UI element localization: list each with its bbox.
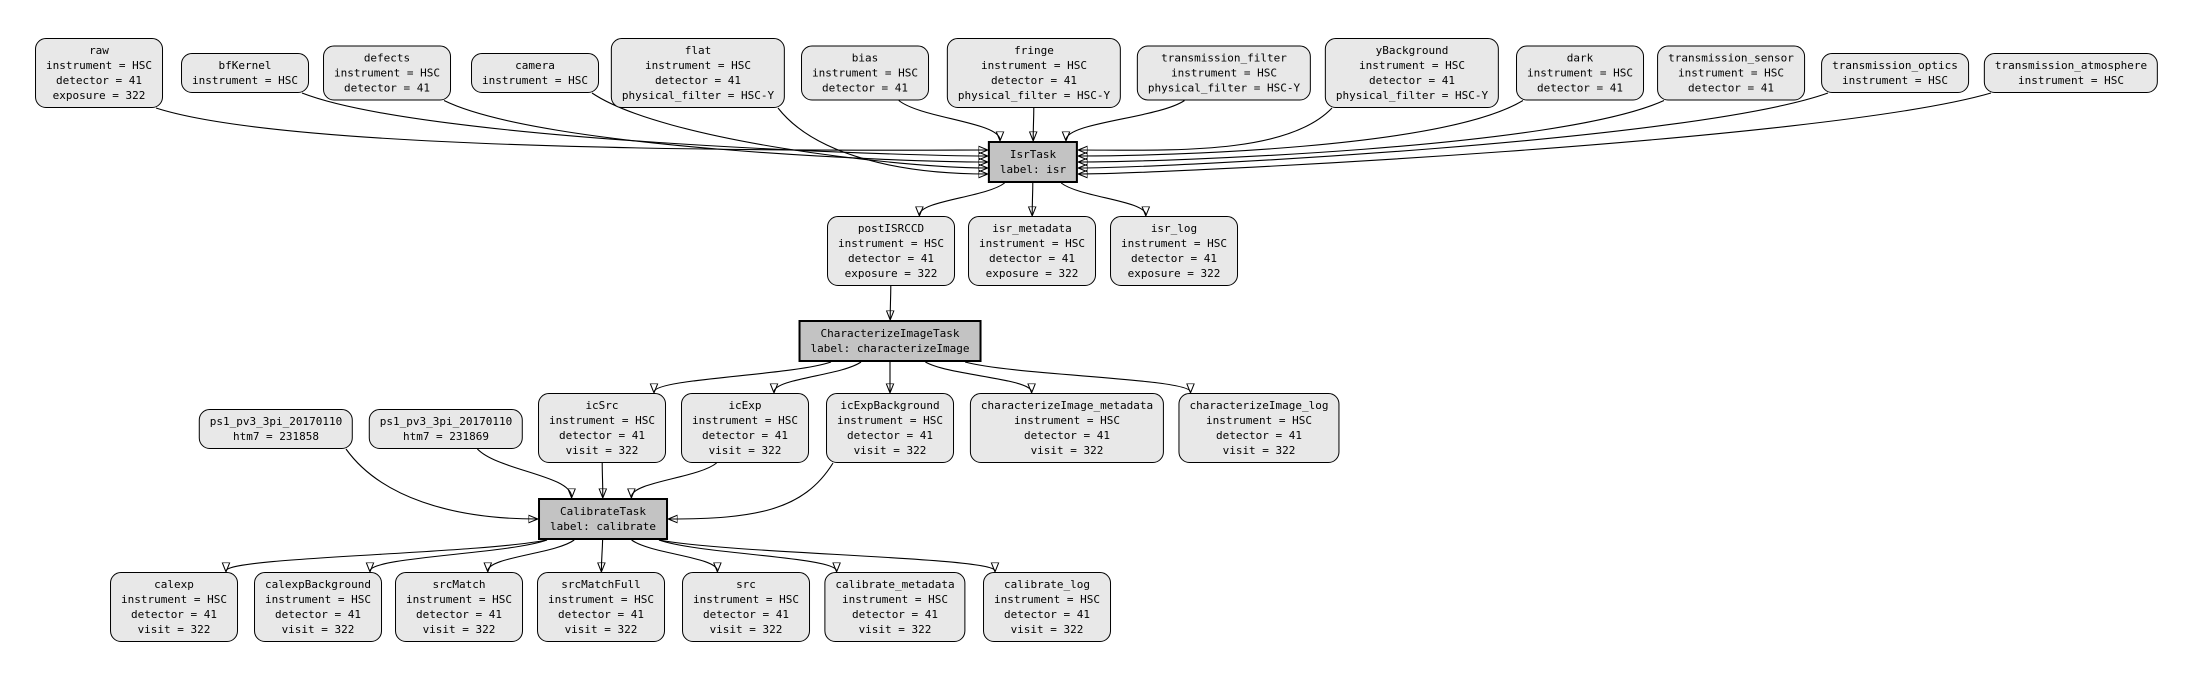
task-node-calibrate <box>538 498 668 540</box>
node-label: calexpBackground <box>265 578 371 591</box>
dataset-node-calexp <box>110 572 238 642</box>
node-label: CharacterizeImageTask <box>820 327 960 340</box>
node-attr: detector = 41 <box>701 429 789 442</box>
node-attr: detector = 41 <box>988 252 1076 265</box>
dataset-node-calibrate_metadata <box>824 572 965 642</box>
node-attr: visit = 322 <box>1010 623 1084 636</box>
node-attr: detector = 41 <box>1003 608 1091 621</box>
node-attr: physical_filter = HSC-Y <box>1335 89 1489 102</box>
node-attr: instrument = HSC <box>838 237 944 250</box>
edge-transmission_atmosphere-isr <box>1079 93 1991 174</box>
edge-raw-isr <box>156 108 987 150</box>
node-attr: detector = 41 <box>415 608 503 621</box>
node-attr: detector = 41 <box>343 81 431 95</box>
dataset-node-transmission_filter <box>1137 46 1311 101</box>
node-label: icSrc <box>585 399 619 412</box>
node-attr: instrument = HSC <box>842 593 948 606</box>
node-attr: instrument = HSC <box>1206 414 1312 427</box>
node-attr: label: characterizeImage <box>810 342 970 355</box>
node-attr: instrument = HSC <box>1678 66 1784 80</box>
node-label: raw <box>89 44 109 57</box>
node-attr: detector = 41 <box>1536 81 1624 95</box>
node-label: bfKernel <box>218 59 272 72</box>
node-attr: physical_filter = HSC-Y <box>1147 81 1301 95</box>
dataset-node-icExp <box>681 393 809 463</box>
node-attr: detector = 41 <box>1215 429 1303 442</box>
node-attr: visit = 322 <box>281 623 355 636</box>
node-label: isr_log <box>1150 222 1198 235</box>
edge-characterizeImage-characterizeImage_metadata <box>925 362 1031 392</box>
node-attr: instrument = HSC <box>812 66 918 80</box>
node-attr: visit = 322 <box>858 623 932 636</box>
node-label: IsrTask <box>1009 148 1057 161</box>
node-attr: detector = 41 <box>557 608 645 621</box>
edge-calibrate-calibrate_log <box>659 540 995 571</box>
node-label: bias <box>851 51 879 65</box>
node-label: postISRCCD <box>857 222 925 235</box>
dataset-node-transmission_optics <box>1821 53 1969 93</box>
edge-isr-isr_metadata <box>1032 183 1033 215</box>
task-node-characterizeImage <box>799 320 982 362</box>
dataset-node-isr_metadata <box>968 216 1096 286</box>
node-attr: visit = 322 <box>422 623 496 636</box>
edge-icSrc-calibrate <box>602 463 603 497</box>
node-attr: instrument = HSC <box>46 59 152 72</box>
node-attr: detector = 41 <box>130 608 218 621</box>
node-label: yBackground <box>1375 44 1449 57</box>
dataset-node-transmission_sensor <box>1657 46 1805 101</box>
node-attr: instrument = HSC <box>1842 74 1948 87</box>
node-attr: instrument = HSC <box>2018 74 2124 87</box>
edge-icExp-calibrate <box>631 463 716 497</box>
dataset-node-calibrate_log <box>983 572 1111 642</box>
node-attr: htm7 = 231869 <box>402 430 490 443</box>
node-attr: instrument = HSC <box>1527 66 1633 80</box>
node-label: transmission_optics <box>1832 59 1958 72</box>
node-attr: detector = 41 <box>851 608 939 621</box>
node-attr: detector = 41 <box>990 74 1078 87</box>
node-attr: instrument = HSC <box>121 593 227 606</box>
dataset-node-dark <box>1516 46 1644 101</box>
node-label: characterizeImage_metadata <box>980 399 1154 412</box>
node-attr: instrument = HSC <box>979 237 1085 250</box>
edge-calibrate-calibrate_metadata <box>659 540 837 571</box>
node-attr: detector = 41 <box>847 252 935 265</box>
dataset-node-characterizeImage_log <box>1178 393 1339 463</box>
node-attr: visit = 322 <box>1030 444 1104 457</box>
node-label: defects <box>363 51 411 65</box>
dataset-node-characterizeImage_metadata <box>970 393 1164 463</box>
node-attr: visit = 322 <box>1222 444 1296 457</box>
node-attr: detector = 41 <box>1368 74 1456 87</box>
edge-calibrate-calexp <box>226 540 547 571</box>
dataset-node-transmission_atmosphere <box>1984 53 2158 93</box>
edge-characterizeImage-characterizeImage_log <box>965 362 1190 392</box>
edge-flat-isr <box>778 108 987 174</box>
edge-fringe-isr <box>1033 108 1034 140</box>
edge-icExpBackground-calibrate <box>669 463 833 519</box>
node-attr: instrument = HSC <box>837 414 943 427</box>
edge-characterizeImage-icExp <box>774 362 861 392</box>
edge-characterizeImage-icSrc <box>654 362 831 392</box>
edge-ps1_231858-calibrate <box>346 449 537 519</box>
node-label: characterizeImage_log <box>1189 399 1329 412</box>
node-label: calexp <box>154 578 194 591</box>
node-attr: instrument = HSC <box>692 414 798 427</box>
node-attr: detector = 41 <box>1023 429 1111 442</box>
node-attr: detector = 41 <box>702 608 790 621</box>
node-label: srcMatch <box>432 578 486 591</box>
node-attr: detector = 41 <box>654 74 742 87</box>
node-attr: exposure = 322 <box>985 267 1079 280</box>
node-attr: instrument = HSC <box>1171 66 1277 80</box>
node-attr: exposure = 322 <box>1127 267 1221 280</box>
node-label: ps1_pv3_3pi_20170110 <box>209 415 343 428</box>
dataset-node-ps1_231858 <box>199 409 353 449</box>
dataset-node-bias <box>801 46 929 101</box>
node-attr: detector = 41 <box>1130 252 1218 265</box>
dataset-node-yBackground <box>1325 38 1499 108</box>
edge-postISRCCD-characterizeImage <box>890 286 891 319</box>
node-attr: instrument = HSC <box>334 66 440 80</box>
node-attr: visit = 322 <box>137 623 211 636</box>
node-attr: detector = 41 <box>1687 81 1775 95</box>
node-attr: instrument = HSC <box>994 593 1100 606</box>
node-attr: instrument = HSC <box>981 59 1087 72</box>
edge-isr-postISRCCD <box>919 183 1004 215</box>
edge-calibrate-srcMatchFull <box>601 540 602 571</box>
node-attr: label: isr <box>999 163 1067 176</box>
dataset-node-postISRCCD <box>827 216 955 286</box>
dataset-node-src <box>682 572 810 642</box>
node-attr: detector = 41 <box>558 429 646 442</box>
node-attr: instrument = HSC <box>265 593 371 606</box>
node-attr: label: calibrate <box>550 520 656 533</box>
node-label: isr_metadata <box>992 222 1072 235</box>
node-label: transmission_atmosphere <box>1994 59 2148 72</box>
dataset-node-flat <box>611 38 785 108</box>
node-label: flat <box>684 44 712 57</box>
node-attr: instrument = HSC <box>482 74 588 87</box>
node-label: srcMatchFull <box>561 578 641 591</box>
dataset-node-defects <box>323 46 451 101</box>
edge-isr-isr_log <box>1061 183 1146 215</box>
node-attr: htm7 = 231858 <box>232 430 320 443</box>
dataset-node-srcMatchFull <box>537 572 665 642</box>
node-attr: instrument = HSC <box>645 59 751 72</box>
node-attr: instrument = HSC <box>406 593 512 606</box>
dataset-node-fringe <box>947 38 1121 108</box>
dataset-node-icExpBackground <box>826 393 954 463</box>
node-label: dark <box>1566 51 1594 65</box>
dataset-node-isr_log <box>1110 216 1238 286</box>
dataset-node-ps1_231869 <box>369 409 523 449</box>
node-attr: visit = 322 <box>564 623 638 636</box>
node-attr: exposure = 322 <box>52 89 146 102</box>
task-node-isr <box>988 141 1078 183</box>
node-label: transmission_sensor <box>1668 51 1794 65</box>
node-label: src <box>736 578 756 591</box>
dataset-node-camera <box>471 53 599 93</box>
node-attr: visit = 322 <box>709 623 783 636</box>
node-label: ps1_pv3_3pi_20170110 <box>379 415 513 428</box>
dataset-node-srcMatch <box>395 572 523 642</box>
node-label: camera <box>515 59 555 72</box>
node-label: icExpBackground <box>840 399 940 412</box>
edge-calibrate-calexpBackground <box>370 540 547 571</box>
node-attr: visit = 322 <box>565 444 639 457</box>
node-label: calibrate_log <box>1003 578 1091 591</box>
node-attr: instrument = HSC <box>549 414 655 427</box>
node-attr: instrument = HSC <box>693 593 799 606</box>
dataset-node-icSrc <box>538 393 666 463</box>
node-attr: instrument = HSC <box>1359 59 1465 72</box>
dataset-node-raw <box>35 38 163 108</box>
node-attr: instrument = HSC <box>1121 237 1227 250</box>
node-attr: detector = 41 <box>846 429 934 442</box>
dataset-node-calexpBackground <box>254 572 382 642</box>
node-attr: detector = 41 <box>274 608 362 621</box>
node-attr: instrument = HSC <box>548 593 654 606</box>
node-attr: visit = 322 <box>708 444 782 457</box>
node-attr: instrument = HSC <box>1014 414 1120 427</box>
node-label: calibrate_metadata <box>835 578 955 591</box>
node-label: icExp <box>728 399 762 412</box>
node-attr: detector = 41 <box>821 81 909 95</box>
node-attr: exposure = 322 <box>844 267 938 280</box>
node-attr: visit = 322 <box>853 444 927 457</box>
node-label: CalibrateTask <box>559 505 647 518</box>
node-attr: instrument = HSC <box>192 74 298 87</box>
node-attr: detector = 41 <box>55 74 143 87</box>
edge-yBackground-isr <box>1079 108 1332 150</box>
node-label: fringe <box>1014 44 1054 57</box>
node-label: transmission_filter <box>1161 51 1287 65</box>
node-attr: physical_filter = HSC-Y <box>957 89 1111 102</box>
dataset-node-bfKernel <box>181 53 309 93</box>
node-attr: physical_filter = HSC-Y <box>621 89 775 102</box>
